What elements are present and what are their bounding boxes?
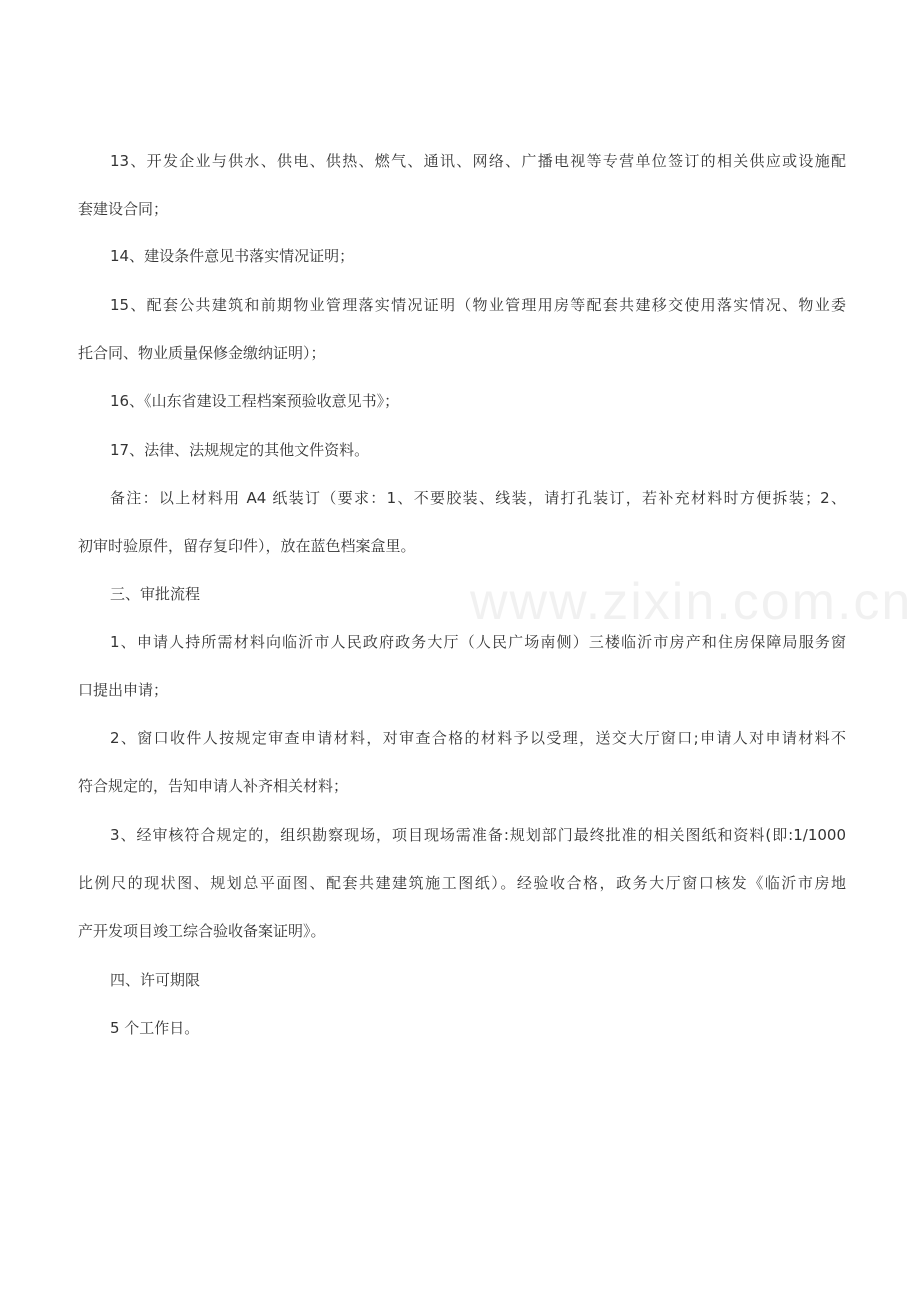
- section-heading-approval-process: 三、审批流程: [110, 585, 201, 603]
- step-3-line-3: 产开发项目竣工综合验收备案证明》。: [78, 922, 326, 940]
- step-3-line-2: 比例尺的现状图、规划总平面图、配套共建建筑施工图纸）。经验收合格，政务大厅窗口核发《临沂市房地: [78, 874, 846, 892]
- item-16: 16、《山东省建设工程档案预验收意见书》；: [110, 392, 400, 410]
- step-2-line-1: 2、窗口收件人按规定审查申请材料，对审查合格的材料予以受理，送交大厅窗口;申请人对申请材料不: [110, 729, 846, 747]
- note-line-1: 备注：以上材料用 A4 纸装订（要求：1、不要胶装、线装，请打孔装订，若补充材料时方便拆装；2、: [110, 489, 846, 507]
- item-13-line-2: 套建设合同；: [78, 200, 169, 218]
- section-heading-permit-period: 四、许可期限: [110, 971, 201, 989]
- note-line-2: 初审时验原件，留存复印件），放在蓝色档案盒里。: [78, 537, 416, 555]
- permit-period-value: 5 个工作日。: [110, 1019, 200, 1037]
- step-3-line-1: 3、经审核符合规定的，组织勘察现场，项目现场需准备:规划部门最终批准的相关图纸和资料(即:1/1000: [110, 826, 846, 844]
- item-15-line-1: 15、配套公共建筑和前期物业管理落实情况证明（物业管理用房等配套共建移交使用落实情况、物业委: [110, 296, 846, 314]
- item-15-line-2: 托合同、物业质量保修金缴纳证明）；: [78, 344, 326, 362]
- step-1-line-1: 1、申请人持所需材料向临沂市人民政府政务大厅（人民广场南侧）三楼临沂市房产和住房保障局服务窗: [110, 633, 846, 651]
- item-13-line-1: 13、开发企业与供水、供电、供热、燃气、通讯、网络、广播电视等专营单位签订的相关供应或设施配: [110, 152, 846, 170]
- step-1-line-2: 口提出申请；: [78, 681, 169, 699]
- item-17: 17、法律、法规规定的其他文件资料。: [110, 441, 370, 459]
- step-2-line-2: 符合规定的，告知申请人补齐相关材料；: [78, 777, 349, 795]
- watermark: www.zixin.com.cn: [470, 573, 913, 631]
- item-14: 14、建设条件意见书落实情况证明；: [110, 247, 355, 265]
